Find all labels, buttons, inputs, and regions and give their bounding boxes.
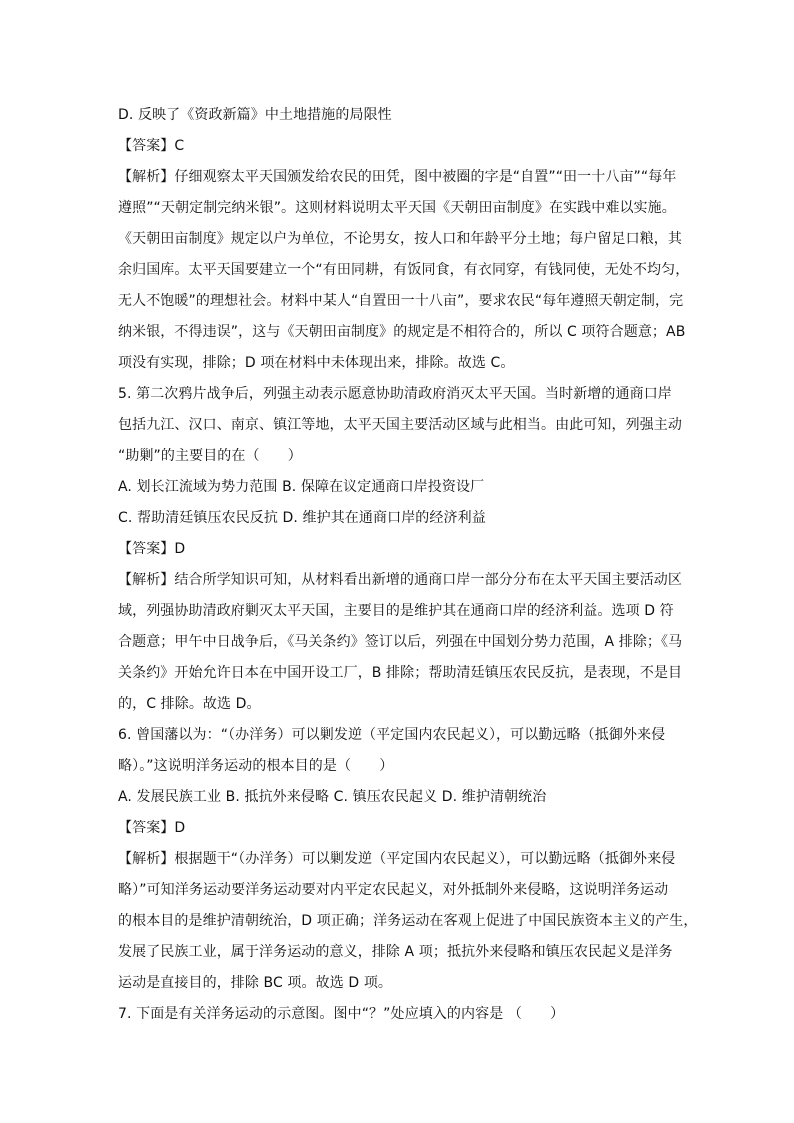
- text-line: 余归国库。太平天国要建立一个“有田同耕，有饭同食，有衣同穿，有钱同使，无处不均匀，: [118, 262, 690, 278]
- question-line: 6. 曾国藩以为：“（办洋务）可以剿发逆（平定国内农民起义），可以勤远略（抵御外来侵: [118, 727, 666, 743]
- question-line: 5. 第二次鸦片战争后，列强主动表示愿意协助清政府消灭太平天国。当时新增的通商口岸: [118, 386, 672, 402]
- question-line: 略）。”这说明洋务运动的根本目的是（ ）: [118, 758, 394, 774]
- text-line: D. 反映了《资政新篇》中土地措施的局限性: [118, 107, 392, 123]
- option-line: A. 发展民族工业 B. 抵抗外来侵略 C. 镇压农民起义 D. 维护清朝统治: [118, 789, 547, 805]
- text-line: 无人不饱暖”的理想社会。材料中某人“自置田一十八亩”，要求农民“每年遵照天朝定制，完: [118, 293, 684, 309]
- text-line: 项没有实现，排除；D 项在材料中未体现出来，排除。故选 C。: [118, 355, 515, 371]
- text-line: 《天朝田亩制度》规定以户为单位，不论男女，按人口和年龄平分土地；每户留足口粮，其: [118, 231, 682, 247]
- text-line: 【解析】仔细观察太平天国颁发给农民的田凭，图中被圈的字是“自置”“田一十八亩”“每年: [118, 169, 677, 185]
- question-line: 包括九江、汉口、南京、镇江等地，太平天国主要活动区域与此相当。由此可知，列强主动: [118, 417, 682, 433]
- question-line: “助剿”的主要目的在（ ）: [118, 448, 302, 464]
- text-line: 遵照”“天朝定制完纳米银”。这则材料说明太平天国《天朝田亩制度》在实践中难以实施。: [118, 200, 676, 216]
- answer-label: 【答案】D: [118, 541, 186, 557]
- text-line: 合题意；甲午中日战争后，《马关条约》签订以后，列强在中国划分势力范围，A 排除；《马: [118, 634, 683, 650]
- text-line: 纳米银，不得违误”，这与《天朝田亩制度》的规定是不相符合的，所以 C 项符合题意；AB: [118, 324, 686, 340]
- document-page: [118, 100, 698, 1030]
- text-line: 发展了民族工业，属于洋务运动的意义，排除 A 项；抵抗外来侵略和镇压农民起义是洋务: [118, 944, 673, 960]
- text-line: 域，列强协助清政府剿灭太平天国，主要目的是维护其在通商口岸的经济利益。选项 D 符: [118, 603, 674, 619]
- answer-label: 【答案】C: [118, 138, 185, 154]
- text-line: 运动是直接目的，排除 BC 项。故选 D 项。: [118, 975, 393, 991]
- text-line: 的根本目的是维护清朝统治，D 项正确；洋务运动在客观上促进了中国民族资本主义的产生，: [118, 913, 698, 929]
- text-line: 【解析】结合所学知识可知，从材料看出新增的通商口岸一部分分布在太平天国主要活动区: [118, 572, 682, 588]
- option-line: A. 划长江流域为势力范围 B. 保障在议定通商口岸投资设厂: [118, 479, 485, 495]
- text-line: 关条约》开始允许日本在中国开设工厂，B 排除；帮助清廷镇压农民反抗，是表现，不是目: [118, 665, 683, 681]
- option-line: C. 帮助清廷镇压农民反抗 D. 维护其在通商口岸的经济利益: [118, 510, 486, 526]
- text-line: 的，C 排除。故选 D。: [118, 696, 261, 712]
- text-line: 【解析】根据题干“（办洋务）可以剿发逆（平定国内农民起义），可以勤远略（抵御外来侵: [118, 851, 676, 867]
- text-line: 略）”可知洋务运动要洋务运动要对内平定农民起义，对外抵制外来侵略，这说明洋务运动: [118, 882, 669, 898]
- answer-label: 【答案】D: [118, 820, 186, 836]
- question-line: 7. 下面是有关洋务运动的示意图。图中“？”处应填入的内容是 （ ）: [118, 1006, 565, 1022]
